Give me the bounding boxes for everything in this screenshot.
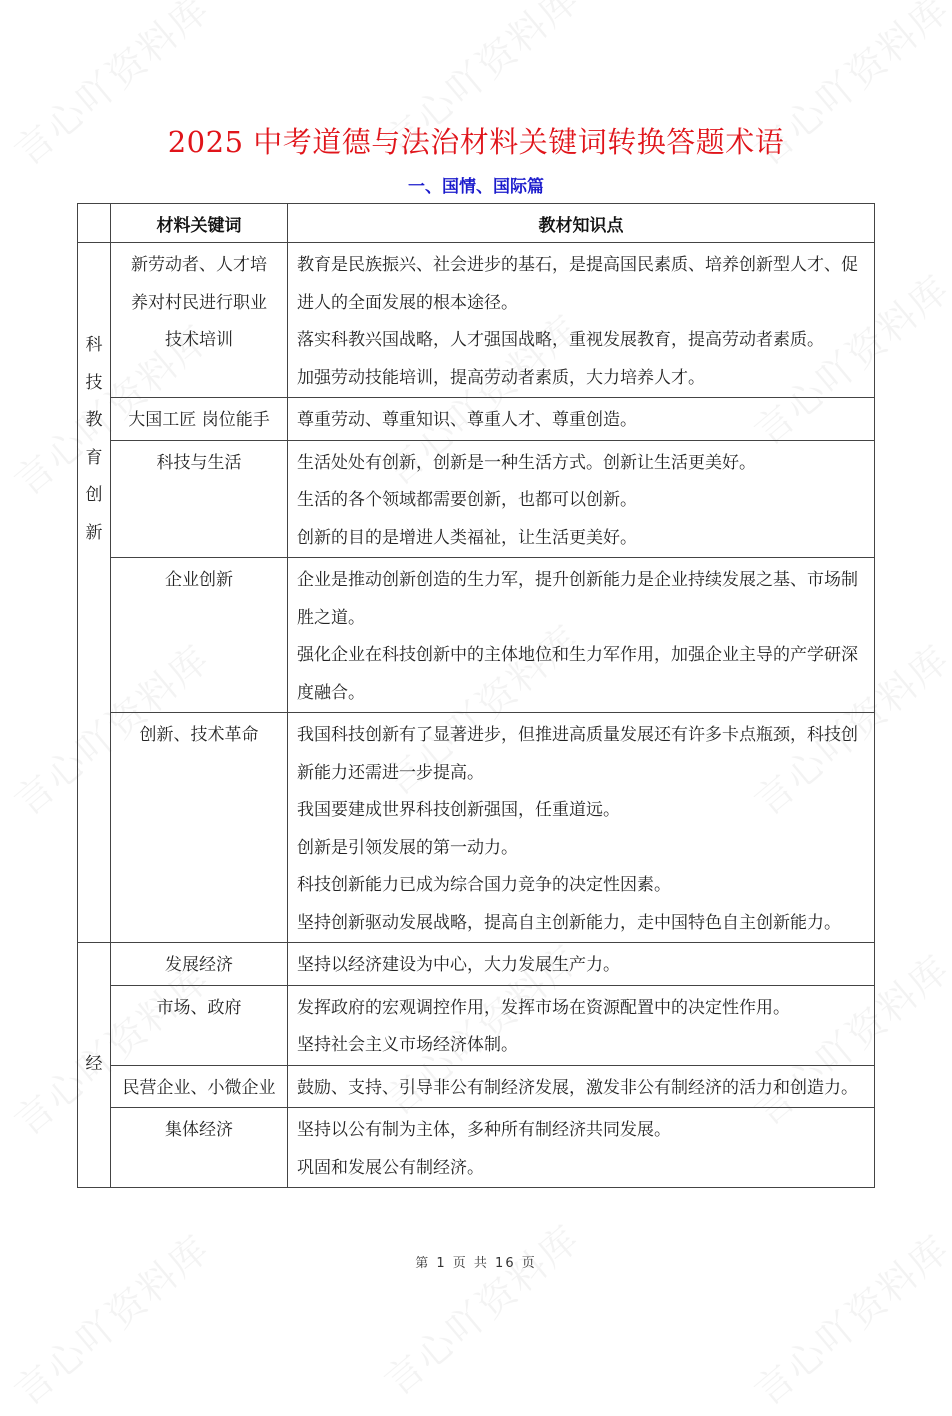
category-label: 经 <box>85 1054 103 1075</box>
points-cell <box>288 943 875 986</box>
knowledge-point: 坚持以经济建设为中心，大力发展生产力。 <box>297 955 620 975</box>
knowledge-point: 坚持创新驱动发展战略，提高自主创新能力，走中国特色自主创新能力。 <box>297 912 841 933</box>
knowledge-point: 尊重劳动、尊重知识、尊重人才、尊重创造。 <box>297 410 637 430</box>
knowledge-point: 教育是民族振兴、社会进步的基石，是提高国民素质、培养创新型人才、促进人的全面发展的根本途径。 <box>297 255 858 313</box>
keyword-cell <box>111 1065 288 1108</box>
points-cell <box>288 985 875 1065</box>
points-cell <box>288 713 875 943</box>
watermark <box>370 1209 589 1405</box>
knowledge-point: 发挥政府的宏观调控作用，发挥市场在资源配置中的决定性作用。 <box>297 997 790 1018</box>
watermark <box>0 1219 219 1415</box>
header-keyword: 材料关键词 <box>111 204 288 243</box>
keyword-cell <box>111 713 288 943</box>
knowledge-point: 我国要建成世界科技创新强国，任重道远。 <box>297 800 620 820</box>
knowledge-point: 强化企业在科技创新中的主体地位和生力军作用，加强企业主导的产学研深度融合。 <box>297 645 858 703</box>
points-cell <box>288 1065 875 1108</box>
keyword-cell <box>111 558 288 713</box>
page-footer: 第 1 页 共 16 页 <box>415 1256 537 1271</box>
table-row <box>78 243 875 398</box>
keyword-text: 科技与生活 <box>156 452 242 473</box>
keyword-text: 市场、政府 <box>156 997 242 1018</box>
knowledge-point: 坚持社会主义市场经济体制。 <box>297 1035 518 1055</box>
keyword-cell <box>111 243 288 398</box>
header-knowledge-points: 教材知识点 <box>288 204 875 243</box>
keyword-cell <box>111 943 288 986</box>
table-row <box>78 943 875 986</box>
knowledge-point: 加强劳动技能培训，提高劳动者素质，大力培养人才。 <box>297 367 705 388</box>
header-category <box>78 204 111 243</box>
table-row <box>78 985 875 1065</box>
knowledge-point: 鼓励、支持、引导非公有制经济发展，激发非公有制经济的活力和创造力。 <box>297 1077 858 1098</box>
keyword-cell <box>111 398 288 441</box>
keyword-text: 新劳动者、人才培养对村民进行职业技术培训 <box>131 255 267 350</box>
keyword-text: 企业创新 <box>165 570 233 590</box>
knowledge-point: 坚持以公有制为主体，多种所有制经济共同发展。 <box>297 1120 671 1140</box>
table-row <box>78 1108 875 1188</box>
knowledge-point: 我国科技创新有了显著进步，但推进高质量发展还有许多卡点瓶颈，科技创新能力还需进一步提高。 <box>297 725 858 783</box>
table-row <box>78 440 875 558</box>
keyword-text: 创新、技术革命 <box>139 725 259 745</box>
points-cell <box>288 398 875 441</box>
knowledge-point: 落实科教兴国战略，人才强国战略，重视发展教育，提高劳动者素质。 <box>297 330 824 350</box>
points-cell <box>288 243 875 398</box>
watermark <box>740 1219 952 1415</box>
table-row <box>78 558 875 713</box>
category-cell <box>78 943 111 1188</box>
knowledge-point: 科技创新能力已成为综合国力竞争的决定性因素。 <box>297 875 671 895</box>
knowledge-point: 企业是推动创新创造的生力军，提升创新能力是企业持续发展之基、市场制胜之道。 <box>297 570 858 628</box>
keyword-text: 集体经济 <box>165 1120 233 1140</box>
knowledge-point: 巩固和发展公有制经济。 <box>297 1157 484 1178</box>
keyword-cell <box>111 1108 288 1188</box>
knowledge-point: 创新是引领发展的第一动力。 <box>297 837 518 858</box>
keyword-text: 发展经济 <box>165 955 233 975</box>
table-row <box>78 713 875 943</box>
keyword-text: 大国工匠 岗位能手 <box>128 410 270 430</box>
points-cell <box>288 440 875 558</box>
table-row <box>78 398 875 441</box>
keyword-table <box>77 203 875 1188</box>
keyword-text: 民营企业、小微企业 <box>122 1077 276 1098</box>
category-label: 科技教育创新 <box>85 335 103 543</box>
knowledge-point: 生活的各个领域都需要创新，也都可以创新。 <box>297 490 637 510</box>
section-title: 一、国情、国际篇 <box>408 177 544 197</box>
table-header-row <box>78 204 875 243</box>
points-cell <box>288 558 875 713</box>
document-title: 2025 中考道德与法治材料关键词转换答题术语 <box>167 125 785 159</box>
points-cell <box>288 1108 875 1188</box>
table-row <box>78 1065 875 1108</box>
category-cell <box>78 243 111 943</box>
knowledge-point: 生活处处有创新，创新是一种生活方式。创新让生活更美好。 <box>297 452 756 473</box>
keyword-cell <box>111 440 288 558</box>
keyword-cell <box>111 985 288 1065</box>
knowledge-point: 创新的目的是增进人类福祉，让生活更美好。 <box>297 527 637 548</box>
